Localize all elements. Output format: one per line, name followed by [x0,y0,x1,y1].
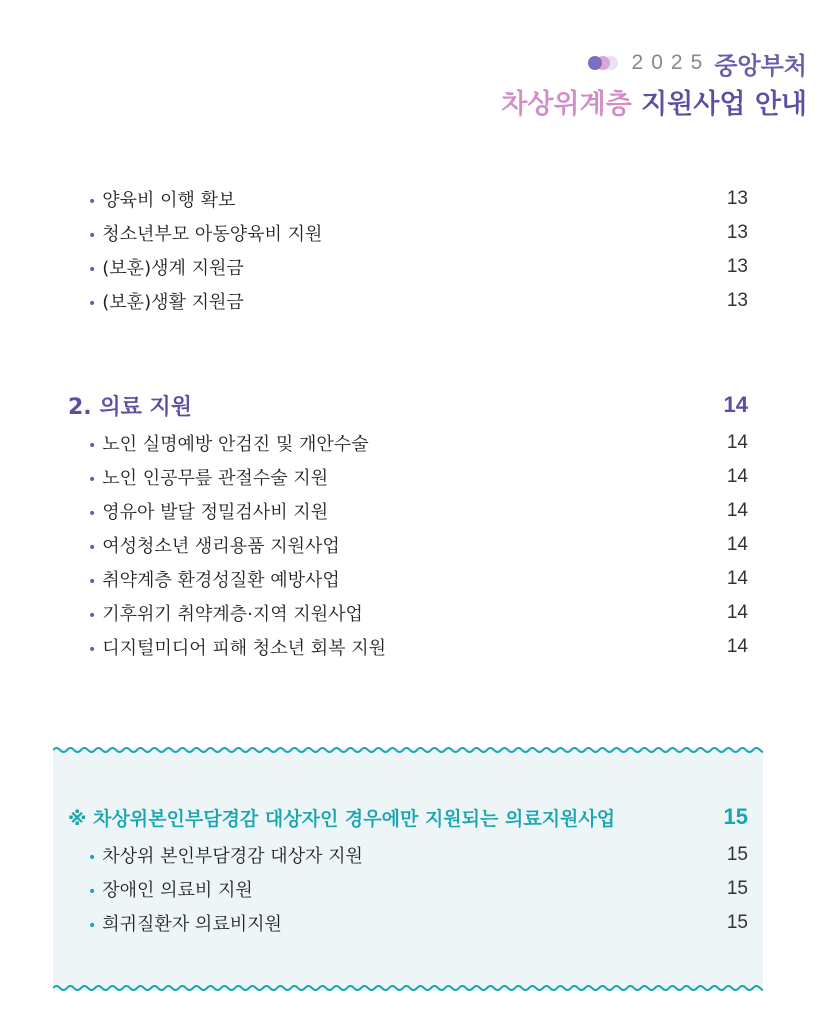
toc-item[interactable] [88,498,748,524]
toc-item[interactable] [88,634,748,660]
toc-item-label: • 영유아 발달 정밀검사비 지원 [88,502,329,523]
toc-item-label: • 디지털미디어 피해 청소년 회복 지원 [88,638,386,659]
bullet-icon: • [88,574,97,590]
header-year: 2025 [631,51,711,74]
bullet-icon: • [88,296,97,312]
toc-item-page: 13 [726,222,748,243]
section-page: 14 [723,392,748,417]
bullet-icon: • [88,642,97,658]
toc-item-page: 14 [726,466,748,487]
toc-item-page: 15 [726,912,748,933]
toc-item-label: • 차상위 본인부담경감 대상자 지원 [88,846,363,867]
toc-item[interactable] [88,842,748,868]
bullet-icon: • [88,228,97,244]
toc-item-label: • 노인 실명예방 안검진 및 개안수술 [88,434,369,455]
bullet-icon: • [88,506,97,522]
toc-item[interactable] [88,288,748,314]
decorative-dots-icon [588,55,622,71]
toc-item-page: 14 [726,568,748,589]
toc-item-label: • (보훈)생계 지원금 [88,258,244,279]
toc-item[interactable] [88,876,748,902]
bullet-icon: • [88,884,97,900]
toc-item-page: 13 [726,290,748,311]
toc-item-page: 14 [726,500,748,521]
note-page: 15 [723,804,748,829]
header-title-highlight: 차상위계층 [501,89,632,120]
bullet-icon: • [88,850,97,866]
toc-item-page: 13 [726,256,748,277]
toc-item-label: • (보훈)생활 지원금 [88,292,244,313]
toc-item-label: • 희귀질환자 의료비지원 [88,914,282,935]
bullet-icon: • [88,472,97,488]
bullet-icon: • [88,540,97,556]
toc-item[interactable] [88,532,748,558]
toc-item[interactable] [88,220,748,246]
bullet-icon: • [88,438,97,454]
section-heading-medical[interactable] [68,390,748,420]
toc-item[interactable] [88,430,748,456]
toc-item-label: • 여성청소년 생리용품 지원사업 [88,536,340,557]
header-top-line [501,46,807,80]
header-title [501,82,807,121]
note-box [53,748,763,991]
section-title: 2. 의료 지원 [68,394,192,420]
wave-border-top [53,744,763,756]
toc-item-page: 13 [726,188,748,209]
bullet-icon: • [88,194,97,210]
toc-item[interactable] [88,186,748,212]
toc-item-label: • 청소년부모 아동양육비 지원 [88,224,323,245]
toc-item[interactable] [88,464,748,490]
toc-item-label: • 노인 인공무릎 관절수술 지원 [88,468,329,489]
toc-item-page: 14 [726,602,748,623]
toc-item-page: 14 [726,636,748,657]
toc-item-page: 15 [726,878,748,899]
wave-border-bottom [53,982,763,994]
note-heading[interactable] [68,802,748,832]
bullet-icon: • [88,918,97,934]
header-title-rest: 지원사업 안내 [641,89,807,120]
toc-item-page: 14 [726,534,748,555]
note-title: ※ 차상위본인부담경감 대상자인 경우에만 지원되는 의료지원사업 [68,807,616,830]
toc-item[interactable] [88,566,748,592]
toc-item-label: • 기후위기 취약계층·지역 지원사업 [88,604,363,625]
bullet-icon: • [88,608,97,624]
toc-item-page: 14 [726,432,748,453]
toc-item[interactable] [88,254,748,280]
toc-item-label: • 취약계층 환경성질환 예방사업 [88,570,340,591]
bullet-icon: • [88,262,97,278]
page-header [501,46,807,121]
toc-item-page: 15 [726,844,748,865]
toc-item[interactable] [88,910,748,936]
toc-item-label: • 장애인 의료비 지원 [88,880,253,901]
toc-item-label: • 양육비 이행 확보 [88,190,236,211]
header-agency: 중앙부처 [714,51,807,80]
toc-item[interactable] [88,600,748,626]
